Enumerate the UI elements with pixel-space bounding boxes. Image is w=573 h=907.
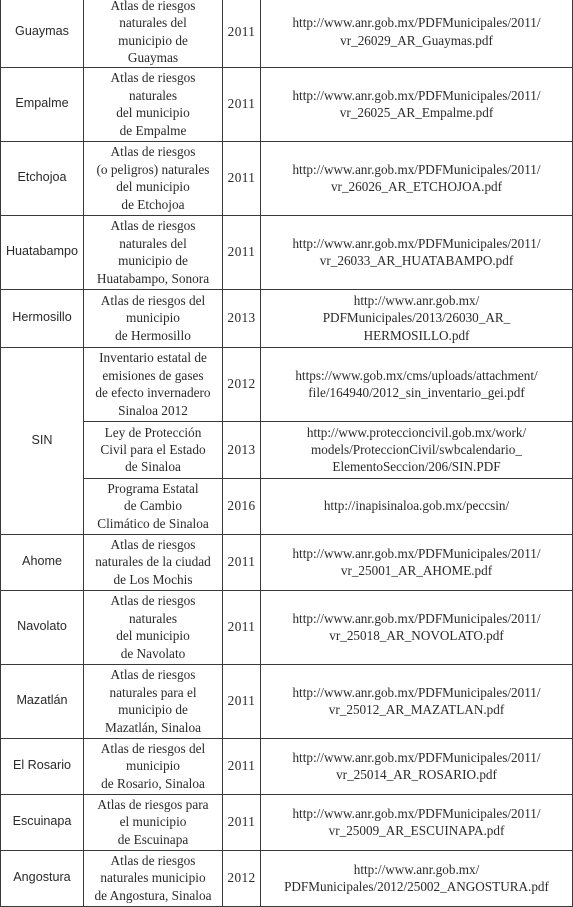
document-title-cell (84, 664, 223, 738)
source-url-line: vr_26033_AR_HUATABAMPO.pdf (319, 253, 514, 269)
source-url-cell (261, 67, 573, 141)
document-title-line: Ley de Protección (104, 424, 202, 440)
table-body (1, 0, 573, 906)
document-title-line: naturales (129, 610, 177, 626)
source-url-line: http://www.anr.gob.mx/PDFMunicipales/2011/ (292, 749, 541, 765)
document-title-line: de Los Mochis (113, 571, 193, 587)
document-title-line: Atlas de riesgos (110, 593, 196, 609)
municipality-cell: Ahome (1, 534, 84, 590)
document-title-cell (84, 347, 223, 421)
document-title-line: naturales del (119, 235, 187, 251)
year-cell: 2013 (223, 289, 261, 347)
source-url-line: http://www.anr.gob.mx/PDFMunicipales/2011/ (292, 87, 541, 103)
municipality-cell: Angostura (1, 850, 84, 906)
municipality-cell: Hermosillo (1, 289, 84, 347)
source-url-line: file/164940/2012_sin_inventario_gei.pdf (308, 385, 525, 401)
document-title-line: Atlas de riesgos (110, 537, 196, 553)
source-url-cell (261, 347, 573, 421)
source-url-line: vr_26025_AR_Empalme.pdf (339, 105, 494, 121)
source-url-line: vr_25009_AR_ESCUINAPA.pdf (328, 823, 505, 839)
table-row (1, 67, 573, 141)
document-title-line: municipio de (118, 32, 188, 48)
document-title-line: Atlas de riesgos (110, 144, 196, 160)
document-title-cell (84, 794, 223, 850)
municipality-cell: Navolato (1, 590, 84, 664)
source-url-cell (261, 850, 573, 906)
document-title-cell (84, 0, 223, 67)
document-title-cell (84, 738, 223, 794)
source-url-line: http://www.anr.gob.mx/PDFMunicipales/2011/ (292, 684, 541, 700)
document-title-line: naturales municipio (100, 870, 206, 886)
municipality-cell: Escuinapa (1, 794, 84, 850)
source-url-cell (261, 0, 573, 67)
document-title-line: de Hermosillo (115, 327, 191, 343)
table-row (1, 289, 573, 347)
document-title-line: municipio (126, 310, 180, 326)
source-url-line: HERMOSILLO.pdf (363, 327, 470, 343)
table-row (1, 590, 573, 664)
document-title-line: Civil para el Estado (100, 441, 206, 457)
document-title-line: de Angostura, Sinaloa (94, 887, 212, 903)
table-row (1, 794, 573, 850)
document-title-cell (84, 534, 223, 590)
source-url-cell (261, 421, 573, 478)
municipality-cell: Mazatlán (1, 664, 84, 738)
document-title-line: municipio de (118, 253, 188, 269)
document-title-line: emisiones de gases (102, 367, 204, 383)
source-url-line: vr_26029_AR_Guaymas.pdf (340, 32, 493, 48)
document-title-line: Mazatlán, Sinaloa (105, 719, 201, 735)
source-url-line: http://www.anr.gob.mx/PDFMunicipales/2011/ (292, 610, 541, 626)
year-cell: 2011 (223, 534, 261, 590)
document-title-cell (84, 850, 223, 906)
source-url-line: http://inapisinaloa.gob.mx/peccsin/ (323, 498, 510, 514)
source-url-line: vr_25014_AR_ROSARIO.pdf (336, 767, 497, 783)
source-url-line: vr_25001_AR_AHOME.pdf (340, 563, 493, 579)
source-url-cell (261, 664, 573, 738)
source-url-cell (261, 794, 573, 850)
document-title-line: Atlas de riesgos del (100, 293, 206, 309)
document-title-line: naturales para el (109, 684, 197, 700)
document-title-cell (84, 478, 223, 534)
document-title-line: de efecto invernadero (95, 385, 211, 401)
document-title-line: (o peligros) naturales (96, 161, 210, 177)
source-url-line: http://www.anr.gob.mx/PDFMunicipales/2011/ (292, 161, 541, 177)
document-title-cell (84, 421, 223, 478)
table-row (1, 0, 573, 67)
source-url-line: models/ProteccionCivil/swbcalendario_ (311, 441, 522, 457)
source-url-cell (261, 590, 573, 664)
source-url-line: vr_25018_AR_NOVOLATO.pdf (329, 628, 504, 644)
document-title-line: Programa Estatal (107, 481, 199, 497)
document-title-line: de Sinaloa (125, 459, 181, 475)
table-row (1, 664, 573, 738)
document-title-line: de Rosario, Sinaloa (101, 775, 205, 791)
document-title-cell (84, 141, 223, 215)
table-row (1, 141, 573, 215)
document-title-line: Huatabampo, Sonora (96, 270, 210, 286)
year-cell: 2012 (223, 850, 261, 906)
document-title-line: Guaymas (127, 50, 179, 66)
source-url-cell (261, 738, 573, 794)
document-title-cell (84, 590, 223, 664)
source-url-cell (261, 215, 573, 289)
source-url-line: vr_25012_AR_MAZATLAN.pdf (328, 702, 505, 718)
source-url-line: http://www.anr.gob.mx/PDFMunicipales/2011/ (292, 235, 541, 251)
year-cell: 2011 (223, 738, 261, 794)
document-title-line: del municipio (116, 628, 190, 644)
source-url-cell (261, 289, 573, 347)
source-url-line: http://www.proteccioncivil.gob.mx/work/ (306, 424, 527, 440)
document-title-line: municipio de (118, 702, 188, 718)
document-title-line: Atlas de riesgos para (97, 797, 209, 813)
municipality-cell: Empalme (1, 67, 84, 141)
document-title-line: de Navolato (120, 645, 186, 661)
source-url-line: http://www.anr.gob.mx/PDFMunicipales/2011/ (292, 805, 541, 821)
year-cell: 2011 (223, 0, 261, 67)
document-title-line: naturales de la ciudad (95, 554, 211, 570)
document-title-line: Atlas de riesgos (110, 0, 196, 13)
municipality-cell: Guaymas (1, 0, 84, 67)
document-title-line: el municipio (119, 814, 187, 830)
document-title-line: Sinaloa 2012 (118, 402, 188, 418)
year-cell: 2011 (223, 664, 261, 738)
year-cell: 2011 (223, 67, 261, 141)
document-title-line: Atlas de riesgos (110, 70, 196, 86)
municipality-cell: Etchojoa (1, 141, 84, 215)
year-cell: 2011 (223, 141, 261, 215)
year-cell: 2011 (223, 590, 261, 664)
table-row (1, 738, 573, 794)
document-title-cell (84, 289, 223, 347)
document-title-line: del municipio (116, 179, 190, 195)
table-row (1, 215, 573, 289)
table-row (1, 347, 573, 421)
table-row (1, 534, 573, 590)
source-url-line: PDFMunicipales/2013/26030_AR_ (322, 310, 511, 326)
document-title-cell (84, 215, 223, 289)
document-title-line: naturales (129, 87, 177, 103)
document-title-line: de Etchojoa (121, 196, 185, 212)
document-title-line: Climático de Sinaloa (97, 515, 209, 531)
year-cell: 2016 (223, 478, 261, 534)
document-title-line: municipio (126, 758, 180, 774)
municipality-cell: SIN (1, 347, 84, 534)
source-url-line: vr_26026_AR_ETCHOJOA.pdf (330, 179, 503, 195)
document-title-line: Inventario estatal de (99, 350, 207, 366)
document-title-cell (84, 67, 223, 141)
year-cell: 2011 (223, 794, 261, 850)
source-url-line: ElementoSeccion/206/SIN.PDF (332, 459, 501, 475)
source-url-line: http://www.anr.gob.mx/PDFMunicipales/2011/ (292, 15, 541, 31)
year-cell: 2013 (223, 421, 261, 478)
source-url-line: http://www.anr.gob.mx/ (353, 293, 480, 309)
year-cell: 2011 (223, 215, 261, 289)
source-url-line: http://www.anr.gob.mx/ (353, 861, 480, 877)
document-title-line: Atlas de riesgos (110, 667, 196, 683)
document-title-line: Atlas de riesgos (110, 218, 196, 234)
municipality-cell: El Rosario (1, 738, 84, 794)
source-url-line: https://www.gob.mx/cms/uploads/attachment/ (295, 367, 538, 383)
document-title-line: de Cambio (124, 498, 182, 514)
source-url-cell (261, 534, 573, 590)
source-url-line: http://www.anr.gob.mx/PDFMunicipales/2011/ (292, 545, 541, 561)
source-url-cell (261, 141, 573, 215)
table-row (1, 421, 573, 478)
source-url-line: PDFMunicipales/2012/25002_ANGOSTURA.pdf (284, 879, 549, 895)
document-title-line: del municipio (116, 105, 190, 121)
document-title-line: de Escuinapa (117, 831, 189, 847)
document-title-line: naturales del (119, 15, 187, 31)
year-cell: 2012 (223, 347, 261, 421)
document-title-line: Atlas de riesgos (110, 853, 196, 869)
source-url-cell (261, 478, 573, 534)
table-row (1, 850, 573, 906)
table-row (1, 478, 573, 534)
document-title-line: Atlas de riesgos del (100, 741, 206, 757)
municipality-cell: Huatabampo (1, 215, 84, 289)
document-title-line: de Empalme (119, 122, 187, 138)
